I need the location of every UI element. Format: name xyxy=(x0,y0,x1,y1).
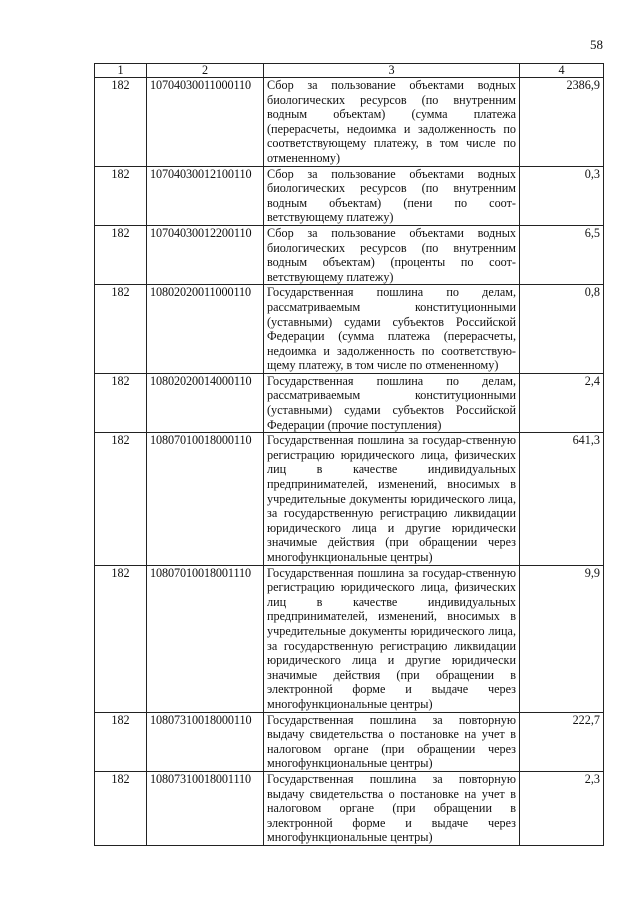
table-row xyxy=(95,565,604,712)
budget-code-cell: 10704030012200110 xyxy=(147,225,264,284)
amount-cell: 222,7 xyxy=(520,712,604,771)
budget-code-cell: 10807010018000110 xyxy=(147,433,264,565)
revenue-name-cell: Государственная пошлина за повторную выдачу свидетельства о постановке на учет в налоговом органе (при обращении через многофункциональные центры) xyxy=(264,712,520,771)
amount-cell: 641,3 xyxy=(520,433,604,565)
amount-cell: 2386,9 xyxy=(520,78,604,167)
table-row xyxy=(95,433,604,565)
admin-code-cell: 182 xyxy=(95,285,147,374)
admin-code-cell: 182 xyxy=(95,166,147,225)
admin-code-cell: 182 xyxy=(95,433,147,565)
admin-code-cell: 182 xyxy=(95,225,147,284)
table-row xyxy=(95,373,604,432)
table-row xyxy=(95,225,604,284)
budget-code-cell: 10704030011000110 xyxy=(147,78,264,167)
page-number: 58 xyxy=(590,37,603,52)
admin-code-cell: 182 xyxy=(95,373,147,432)
amount-cell: 0,3 xyxy=(520,166,604,225)
budget-code-cell: 10802020011000110 xyxy=(147,285,264,374)
budget-code-cell: 10807010018001110 xyxy=(147,565,264,712)
revenue-name-cell: Государственная пошлина за государ-ственную регистрацию юридического лица, физических лиц в качестве индивидуальных предпринимателей, изменений, вносимых в учредительные документы юридического лица, за государственную регистрацию ликвидации юридического лица и другие юридически значимые действия (при обращении через многофункциональные центры) xyxy=(264,433,520,565)
table-row xyxy=(95,285,604,374)
column-header-4: 4 xyxy=(520,64,604,78)
admin-code-cell: 182 xyxy=(95,771,147,845)
amount-cell: 9,9 xyxy=(520,565,604,712)
table-header-row xyxy=(95,64,604,78)
admin-code-cell: 182 xyxy=(95,78,147,167)
amount-cell: 2,3 xyxy=(520,771,604,845)
revenue-name-cell: Сбор за пользование объектами водных биологических ресурсов (по внутренним водным объектам) (проценты по соот-ветствующему платежу) xyxy=(264,225,520,284)
table-row xyxy=(95,771,604,845)
revenue-name-cell: Государственная пошлина за повторную выдачу свидетельства о постановке на учет в налоговом органе (при обращении в электронной форме и выдаче через многофункциональные центры) xyxy=(264,771,520,845)
budget-revenue-table xyxy=(94,63,604,846)
column-header-3: 3 xyxy=(264,64,520,78)
column-header-2: 2 xyxy=(147,64,264,78)
revenue-name-cell: Сбор за пользование объектами водных биологических ресурсов (по внутренним водным объектам) (сумма платежа (перерасчеты, недоимка и задолженность по соответствующему платежу, в том числе по отмененному) xyxy=(264,78,520,167)
amount-cell: 0,8 xyxy=(520,285,604,374)
amount-cell: 2,4 xyxy=(520,373,604,432)
amount-cell: 6,5 xyxy=(520,225,604,284)
budget-code-cell: 10802020014000110 xyxy=(147,373,264,432)
revenue-name-cell: Сбор за пользование объектами водных биологических ресурсов (по внутренним водным объектам) (пени по соот-ветствующему платежу) xyxy=(264,166,520,225)
table-row xyxy=(95,712,604,771)
revenue-name-cell: Государственная пошлина по делам, рассматриваемым конституционными (уставными) судами субъектов Российской Федерации (сумма платежа (перерасчеты, недоимка и задолженность по соответствую-щему платежу, в том числе по отмененному) xyxy=(264,285,520,374)
revenue-name-cell: Государственная пошлина за государ-ственную регистрацию юридического лица, физических лиц в качестве индивидуальных предпринимателей, изменений, вносимых в учредительные документы юридического лица, за государственную регистрацию ликвидации юридического лица и другие юридически значимые действия (при обращении в электронной форме и выдаче через многофункциональные центры) xyxy=(264,565,520,712)
table-row xyxy=(95,166,604,225)
budget-code-cell: 10704030012100110 xyxy=(147,166,264,225)
column-header-1: 1 xyxy=(95,64,147,78)
revenue-name-cell: Государственная пошлина по делам, рассматриваемым конституционными (уставными) судами субъектов Российской Федерации (прочие поступления) xyxy=(264,373,520,432)
budget-code-cell: 10807310018000110 xyxy=(147,712,264,771)
table-row xyxy=(95,78,604,167)
admin-code-cell: 182 xyxy=(95,712,147,771)
budget-code-cell: 10807310018001110 xyxy=(147,771,264,845)
admin-code-cell: 182 xyxy=(95,565,147,712)
